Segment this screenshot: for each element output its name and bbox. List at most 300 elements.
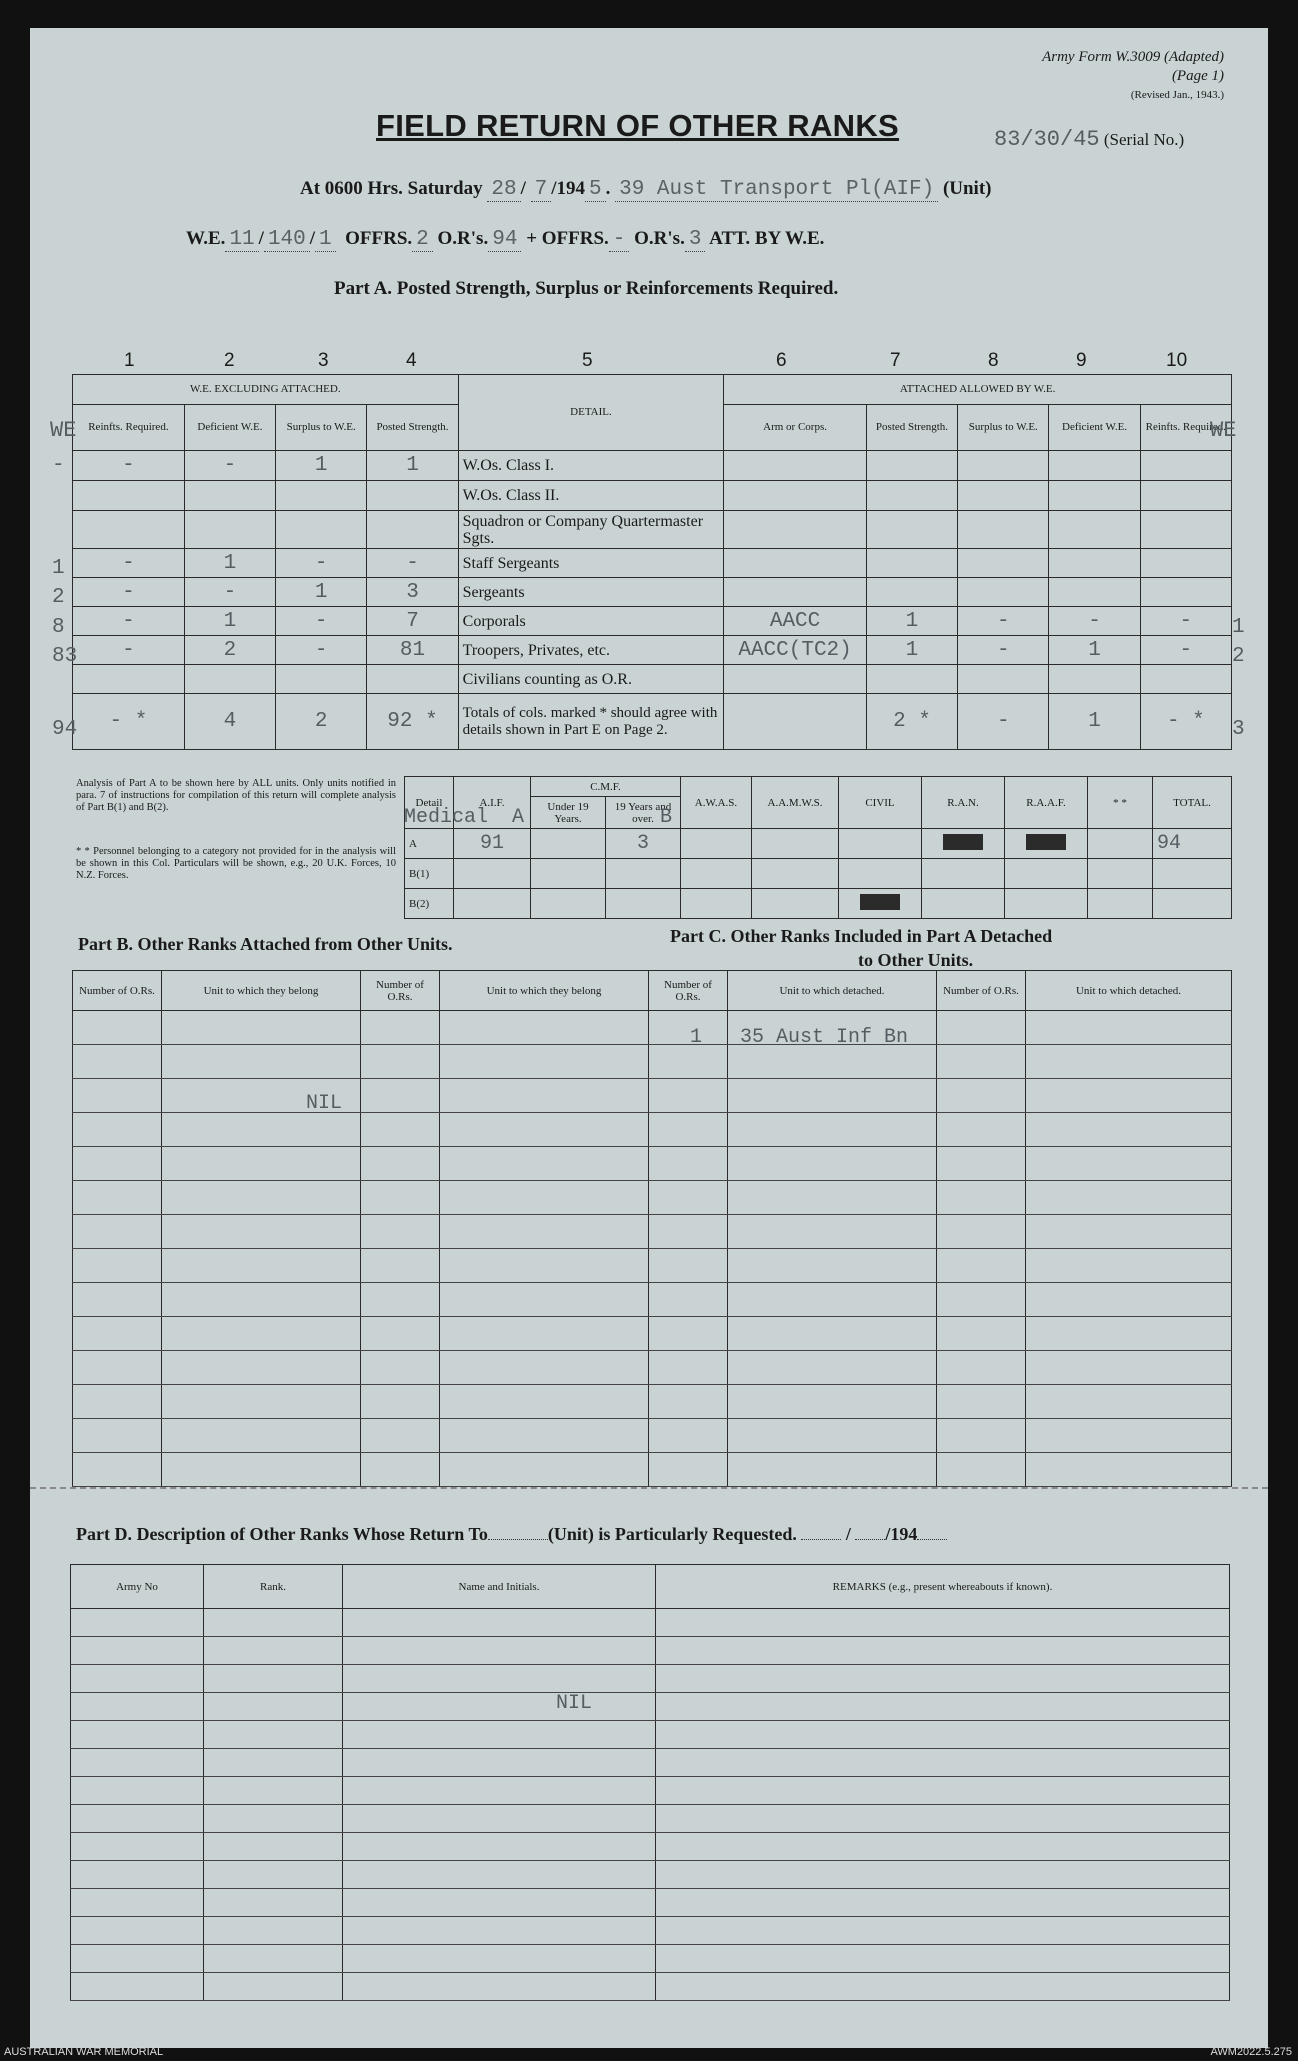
blank-cell [656, 1721, 1230, 1749]
col-num-5: 5 [582, 350, 593, 371]
blank-cell [649, 1249, 728, 1283]
col-num-8: 8 [988, 350, 999, 371]
blank-cell [656, 1973, 1230, 2001]
blank-cell [204, 1749, 343, 1777]
we-b: 140 [264, 228, 310, 252]
part-d-date: /194 [885, 1524, 918, 1544]
part-d-row [71, 1749, 1230, 1777]
ors-value: 94 [488, 228, 521, 252]
value-cell-c9 [1049, 481, 1140, 511]
value-cell-c1: - [73, 451, 185, 481]
value-cell-c10 [1140, 578, 1231, 607]
offrs-label: OFFRS. [345, 228, 413, 249]
we-margin-value: - [52, 454, 65, 477]
value-cell-c2: 4 [184, 694, 275, 750]
part-d-row [71, 1861, 1230, 1889]
part-bc-row [73, 1011, 1232, 1045]
blank-cell [361, 1181, 440, 1215]
blank-cell [162, 1453, 361, 1487]
blank-cell [204, 1665, 343, 1693]
value-cell-c9 [1049, 549, 1140, 578]
blank-cell [361, 1385, 440, 1419]
part-a-title: Part A. Posted Strength, Surplus or Reinforcements Required. [334, 278, 839, 299]
value-cell-c3: 1 [276, 451, 367, 481]
blank-cell [361, 1317, 440, 1351]
blank-cell [162, 1045, 361, 1079]
col-num-3: 3 [318, 350, 329, 371]
part-a-row [73, 511, 1232, 549]
blank-cell [204, 1721, 343, 1749]
col-num-7: 7 [890, 350, 901, 371]
unit-label: (Unit) [942, 178, 992, 199]
value-cell-c3 [276, 511, 367, 549]
value-cell-c7: 2 * [866, 694, 957, 750]
value-cell-c4 [367, 481, 458, 511]
value-cell-c7 [866, 665, 957, 694]
blank-cell [204, 1917, 343, 1945]
d-head-remarks: REMARKS (e.g., present whereabouts if known). [656, 1565, 1230, 1609]
blank-cell [71, 1833, 204, 1861]
value-cell-c1: - [73, 578, 185, 607]
blank-cell [1026, 1113, 1232, 1147]
blank-cell [1026, 1385, 1232, 1419]
value-cell-c9 [1049, 451, 1140, 481]
serial-value: 83/30/45 [994, 127, 1100, 152]
blank-cell [73, 1283, 162, 1317]
part-a-row [73, 578, 1232, 607]
blank-cell [204, 1833, 343, 1861]
value-cell-c2 [184, 665, 275, 694]
blank-cell [440, 1385, 649, 1419]
blank-cell [649, 1113, 728, 1147]
head-deficient: Deficient W.E. [184, 405, 275, 451]
we-margin-value-right: 2 [1232, 645, 1245, 668]
medical-a-handwritten: A [512, 806, 525, 829]
part-d-row [71, 1805, 1230, 1833]
year-prefix: /194 [551, 178, 586, 199]
value-cell-c4: 1 [367, 451, 458, 481]
an-awas-a [681, 829, 752, 859]
blank-cell [728, 1181, 937, 1215]
we-c: 1 [315, 228, 336, 252]
blank-cell [440, 1113, 649, 1147]
value-cell-c10 [1140, 451, 1231, 481]
blank-cell [649, 1283, 728, 1317]
serial-label: (Serial No.) [1103, 130, 1185, 149]
blank-cell [1026, 1215, 1232, 1249]
blank-cell [343, 1721, 656, 1749]
blank-cell [162, 1215, 361, 1249]
an-head-detail: Detail [405, 777, 454, 829]
blank-cell [937, 1113, 1026, 1147]
value-cell-c4: - [367, 549, 458, 578]
blank-cell [343, 1693, 656, 1721]
blank-cell [162, 1351, 361, 1385]
blank-cell [343, 1637, 656, 1665]
blank-cell [361, 1147, 440, 1181]
blank-cell [656, 1749, 1230, 1777]
value-cell-c9: - [1049, 607, 1140, 636]
blank-cell [1026, 1011, 1232, 1045]
col-num-4: 4 [406, 350, 417, 371]
blank-cell [656, 1889, 1230, 1917]
blank-cell [71, 1805, 204, 1833]
blank-cell [649, 1045, 728, 1079]
an-under19-a [531, 829, 606, 859]
blank-cell [649, 1317, 728, 1351]
part-d-row [71, 1945, 1230, 1973]
part-bc-row [73, 1351, 1232, 1385]
blank-cell [649, 1453, 728, 1487]
an-head-cmf: C.M.F. [531, 777, 681, 797]
an-head-over19: 19 Years and over. [606, 797, 681, 829]
blank-cell [204, 1805, 343, 1833]
value-cell-c10: - [1140, 636, 1231, 665]
blank-cell [162, 1283, 361, 1317]
blank-cell [1026, 1147, 1232, 1181]
value-cell-c9 [1049, 665, 1140, 694]
blank-cell [71, 1861, 204, 1889]
value-cell-c10 [1140, 665, 1231, 694]
blank-cell [1026, 1181, 1232, 1215]
b-head-unit-1: Unit to which they belong [162, 971, 361, 1011]
blank-cell [71, 1917, 204, 1945]
blank-cell [71, 1665, 204, 1693]
value-cell-c3: 2 [276, 694, 367, 750]
part-bc-row [73, 1113, 1232, 1147]
blank-cell [162, 1181, 361, 1215]
blank-cell [361, 1215, 440, 1249]
part-a-row [73, 481, 1232, 511]
blank-cell [361, 1453, 440, 1487]
blank-cell [71, 1945, 204, 1973]
blank-cell [361, 1283, 440, 1317]
blank-cell [728, 1045, 937, 1079]
an-head-raaf: R.A.A.F. [1005, 777, 1088, 829]
value-cell-c8 [958, 511, 1049, 549]
month-value: 7 [531, 178, 552, 202]
detail-head: DETAIL. [458, 375, 724, 451]
d-head-rank: Rank. [204, 1565, 343, 1609]
blank-cell [204, 1693, 343, 1721]
value-cell-c10 [1140, 481, 1231, 511]
detail-cell: Troopers, Privates, etc. [458, 636, 724, 665]
value-cell-c1: - [73, 636, 185, 665]
value-cell-c2 [184, 511, 275, 549]
value-cell-c2: - [184, 451, 275, 481]
value-cell-c10 [1140, 511, 1231, 549]
value-cell-c3: 1 [276, 578, 367, 607]
blank-cell [343, 1665, 656, 1693]
an-aif-a: 91 [454, 829, 531, 859]
an-other-a [1088, 829, 1153, 859]
col-num-6: 6 [776, 350, 787, 371]
col-num-2: 2 [224, 350, 235, 371]
blank-cell [204, 1609, 343, 1637]
blank-cell [162, 1317, 361, 1351]
blank-cell [204, 1945, 343, 1973]
value-cell-c9 [1049, 511, 1140, 549]
plus-sign: + [526, 228, 538, 249]
b-head-num-2: Number of O.Rs. [361, 971, 440, 1011]
blank-cell [728, 1453, 937, 1487]
part-bc-row [73, 1215, 1232, 1249]
part-d-row [71, 1609, 1230, 1637]
c-head-unit-1: Unit to which detached. [728, 971, 937, 1011]
part-c-num: 1 [690, 1026, 703, 1049]
head-surplus-att: Surplus to W.E. [958, 405, 1049, 451]
blank-cell [73, 1249, 162, 1283]
part-d-row [71, 1777, 1230, 1805]
col-num-9: 9 [1076, 350, 1087, 371]
form-page: (Page 1) [1171, 68, 1224, 84]
value-cell-c9: 1 [1049, 636, 1140, 665]
part-bc-row [73, 1045, 1232, 1079]
part-bc-row [73, 1249, 1232, 1283]
blank-cell [162, 1011, 361, 1045]
value-cell-c3: - [276, 607, 367, 636]
detail-cell: W.Os. Class II. [458, 481, 724, 511]
blank-cell [728, 1385, 937, 1419]
part-d-row [71, 1917, 1230, 1945]
part-c-title-1: Part C. Other Ranks Included in Part A Detached [670, 926, 1053, 946]
value-cell-c4: 3 [367, 578, 458, 607]
redaction-box [1026, 834, 1066, 850]
an-head-civil: CIVIL [839, 777, 922, 829]
part-d-row [71, 1833, 1230, 1861]
an-row-b1: B(1) [405, 859, 454, 889]
value-cell-c7: 1 [866, 607, 957, 636]
value-cell-c8: - [958, 636, 1049, 665]
part-bc-row [73, 1317, 1232, 1351]
part-d-title: Part D. Description of Other Ranks Whose Return To [76, 1524, 488, 1544]
blank-cell [162, 1147, 361, 1181]
blank-cell [649, 1079, 728, 1113]
blank-cell [73, 1147, 162, 1181]
year-digit: 5 [585, 178, 606, 202]
detail-cell: Corporals [458, 607, 724, 636]
we-margin-value: 94 [52, 718, 78, 741]
value-cell-c6 [724, 549, 867, 578]
analysis-note-2: * * Personnel belonging to a category not provided for in the analysis will be shown in this Col. Particulars will be shown, e.g., 20 U.K. Forces, 10 N.Z. Forces. [76, 846, 396, 881]
part-bc-row [73, 1453, 1232, 1487]
value-cell-c3 [276, 481, 367, 511]
blank-cell [440, 1317, 649, 1351]
we-line: W.E. 11 / 140 / 1 OFFRS. 2 O.R's. 94 + OFFRS. - O.R's. 3 ATT. BY W.E. [186, 228, 825, 251]
value-cell-c4: 7 [367, 607, 458, 636]
we-margin-value-right: 3 [1232, 718, 1245, 741]
head-deficient-att: Deficient W.E. [1049, 405, 1140, 451]
blank-cell [656, 1665, 1230, 1693]
part-b-title: Part B. Other Ranks Attached from Other Units. [78, 934, 453, 954]
value-cell-c2 [184, 481, 275, 511]
at-prefix: At 0600 Hrs. Saturday [300, 178, 483, 199]
part-bc-row [73, 1283, 1232, 1317]
we-margin-value: 83 [52, 645, 78, 668]
blank-cell [649, 1147, 728, 1181]
blank-cell [73, 1181, 162, 1215]
redaction-box [860, 894, 900, 910]
blank-cell [937, 1317, 1026, 1351]
value-cell-c1 [73, 511, 185, 549]
att-label: ATT. BY W.E. [709, 228, 825, 249]
blank-cell [361, 1113, 440, 1147]
footer-right: AWM2022.5.275 [1210, 2046, 1292, 2058]
detail-cell: Staff Sergeants [458, 549, 724, 578]
blank-cell [73, 1079, 162, 1113]
value-cell-c1 [73, 665, 185, 694]
we-margin-label: WE [50, 418, 77, 443]
an-head-ran: R.A.N. [922, 777, 1005, 829]
blank-cell [937, 1011, 1026, 1045]
attached-head: ATTACHED ALLOWED BY W.E. [724, 375, 1232, 405]
blank-cell [71, 1637, 204, 1665]
blank-cell [71, 1973, 204, 2001]
an-row-a: A [405, 829, 454, 859]
an-civil-a [839, 829, 922, 859]
blank-cell [361, 1249, 440, 1283]
blank-cell [937, 1181, 1026, 1215]
part-a-row [73, 607, 1232, 636]
blank-cell [343, 1749, 656, 1777]
blank-cell [204, 1777, 343, 1805]
blank-cell [649, 1385, 728, 1419]
an-row-b2: B(2) [405, 889, 454, 919]
blank-cell [162, 1249, 361, 1283]
blank-cell [162, 1385, 361, 1419]
blank-cell [440, 1215, 649, 1249]
d-head-army-no: Army No [71, 1565, 204, 1609]
detail-cell: W.Os. Class I. [458, 451, 724, 481]
value-cell-c4 [367, 665, 458, 694]
blank-cell [73, 1113, 162, 1147]
blank-cell [1026, 1045, 1232, 1079]
an-head-aamws: A.A.M.W.S. [752, 777, 839, 829]
medical-handwritten: Medical [404, 806, 489, 829]
blank-cell [1026, 1351, 1232, 1385]
blank-cell [937, 1385, 1026, 1419]
value-cell-c7 [866, 549, 957, 578]
an-head-other: * * [1088, 777, 1153, 829]
ors2-label: O.R's. [634, 228, 685, 249]
part-bc-row [73, 1419, 1232, 1453]
value-cell-c2: - [184, 578, 275, 607]
blank-cell [73, 1351, 162, 1385]
value-cell-c6 [724, 694, 867, 750]
b-head-num-1: Number of O.Rs. [73, 971, 162, 1011]
part-d-row [71, 1693, 1230, 1721]
form-revised: (Revised Jan., 1943.) [1130, 89, 1224, 101]
col-num-10: 10 [1166, 350, 1188, 371]
an-head-under19: Under 19 Years. [531, 797, 606, 829]
value-cell-c10 [1140, 549, 1231, 578]
an-aamws-a [752, 829, 839, 859]
value-cell-c1 [73, 481, 185, 511]
blank-cell [1026, 1079, 1232, 1113]
blank-cell [649, 1351, 728, 1385]
value-cell-c6 [724, 511, 867, 549]
we-margin-value: 1 [52, 556, 65, 580]
redaction-box [943, 834, 983, 850]
blank-cell [361, 1011, 440, 1045]
blank-cell [440, 1283, 649, 1317]
blank-cell [343, 1777, 656, 1805]
c-head-unit-2: Unit to which detached. [1026, 971, 1232, 1011]
blank-cell [343, 1889, 656, 1917]
value-cell-c7 [866, 451, 957, 481]
we-a: 11 [225, 228, 258, 252]
value-cell-c8 [958, 578, 1049, 607]
detail-cell: Sergeants [458, 578, 724, 607]
part-d-row [71, 1973, 1230, 2001]
blank-cell [649, 1181, 728, 1215]
blank-cell [162, 1113, 361, 1147]
blank-cell [73, 1045, 162, 1079]
part-bc-row [73, 1147, 1232, 1181]
part-a-table [72, 374, 1232, 750]
value-cell-c6 [724, 451, 867, 481]
blank-cell [204, 1861, 343, 1889]
value-cell-c2: 2 [184, 636, 275, 665]
value-cell-c2: 1 [184, 549, 275, 578]
head-posted: Posted Strength. [367, 405, 458, 451]
blank-cell [728, 1351, 937, 1385]
blank-cell [71, 1721, 204, 1749]
blank-cell [73, 1011, 162, 1045]
value-cell-c6 [724, 665, 867, 694]
value-cell-c8 [958, 665, 1049, 694]
we-margin-value-right: 1 [1232, 615, 1245, 639]
we-margin-value: 2 [52, 586, 65, 609]
value-cell-c9 [1049, 578, 1140, 607]
value-cell-c7 [866, 511, 957, 549]
value-cell-c7 [866, 578, 957, 607]
blank-cell [71, 1749, 204, 1777]
blank-cell [361, 1351, 440, 1385]
blank-cell [656, 1805, 1230, 1833]
blank-cell [656, 1917, 1230, 1945]
blank-cell [656, 1693, 1230, 1721]
tear-line [30, 1487, 1268, 1489]
an-head-aif: A.I.F. [454, 777, 531, 829]
value-cell-c4 [367, 511, 458, 549]
we-margin-value: 8 [52, 615, 65, 639]
blank-cell [728, 1249, 937, 1283]
head-surplus: Surplus to W.E. [276, 405, 367, 451]
blank-cell [361, 1419, 440, 1453]
value-cell-c1: - [73, 549, 185, 578]
part-d-row [71, 1889, 1230, 1917]
footer-left: AUSTRALIAN WAR MEMORIAL [4, 2046, 164, 2058]
blank-cell [343, 1917, 656, 1945]
unit-value: 39 Aust Transport Pl(AIF) [615, 178, 938, 202]
col-num-1: 1 [124, 350, 135, 371]
ors2-value: 3 [685, 228, 706, 252]
blank-cell [937, 1419, 1026, 1453]
blank-cell [440, 1419, 649, 1453]
value-cell-c7 [866, 481, 957, 511]
value-cell-c8 [958, 549, 1049, 578]
blank-cell [728, 1079, 937, 1113]
part-d-nil: NIL [556, 1692, 593, 1715]
an-over19-a: 3 [606, 829, 681, 859]
blank-cell [440, 1045, 649, 1079]
blank-cell [649, 1419, 728, 1453]
serial-block [994, 127, 1184, 152]
blank-cell [73, 1453, 162, 1487]
blank-cell [728, 1215, 937, 1249]
part-a-row [73, 451, 1232, 481]
